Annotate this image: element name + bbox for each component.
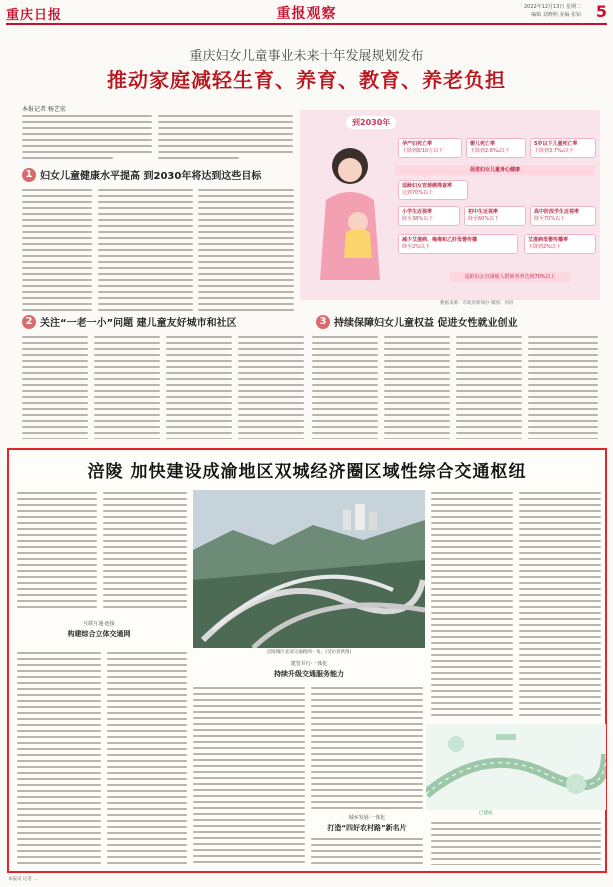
issue-editors: 编辑 刘晓明 美编 张铂 <box>531 12 581 18</box>
section-3-body-a <box>312 334 378 439</box>
section-1-body-a <box>22 187 92 312</box>
stat-senior-myopia-title: 高中阶段学生近视率 <box>534 209 580 215</box>
stat-cervical-screening-value: 达到70%以上 <box>402 190 434 196</box>
section-2-body-a <box>22 334 88 439</box>
stat-junior-myopia-value: 降至60%以下 <box>468 216 500 222</box>
lead-kicker: 重庆妇女儿童事业未来十年发展规划发布 <box>189 49 424 64</box>
photo-caption: 涪陵城区北部交通路网一角。(受访者供图) <box>266 650 352 655</box>
featured-body-col-1b <box>103 490 187 610</box>
lead-byline: 本报记者 杨艺宏 <box>22 106 66 113</box>
featured-body-col-2a <box>193 685 305 865</box>
section-2-body-b <box>94 334 160 439</box>
featured-subhead-2 <box>219 660 399 679</box>
section-3-body-c <box>456 334 522 439</box>
featured-body-col-1d <box>107 650 187 865</box>
stat-primary-myopia <box>398 206 460 226</box>
featured-body-col-3c <box>431 820 601 865</box>
stat-mother-child-transmission-value: 降至2%以下 <box>402 244 430 250</box>
stat-maternal-mortality <box>398 138 462 158</box>
section-1-body-b <box>98 187 193 312</box>
stat-infant-mortality <box>466 138 526 158</box>
subhead-1 <box>22 167 261 182</box>
stat-maternal-mortality-title: 孕产妇死亡率 <box>402 141 433 147</box>
featured-subhead-3 <box>311 814 423 833</box>
featured-title: 涪陵 加快建设成渝地区双城经济圈区域性综合交通枢纽 <box>87 462 527 482</box>
section-title: 重报观察 <box>276 6 337 22</box>
lead-body-column-2 <box>158 113 293 163</box>
subhead-2 <box>22 314 237 329</box>
featured-subhead-3-kicker: 城乡发展·一体化 <box>348 815 386 821</box>
featured-body-col-3a <box>431 490 513 720</box>
featured-subhead-3-text: 打造“四好农村路”新名片 <box>327 824 407 832</box>
stat-junior-myopia-title: 初中生近视率 <box>468 209 499 215</box>
featured-subhead-2-kicker: 建管并行·一体化 <box>290 661 328 667</box>
infographic-year-tag: 到2030年 <box>346 116 396 129</box>
subhead-3-text: 持续保障妇女儿童权益 促进女性就业创业 <box>334 318 518 329</box>
highway-illustration <box>426 724 606 810</box>
interchange-photo <box>193 490 425 648</box>
featured-subhead-2-text: 持续升级交通服务能力 <box>274 670 344 678</box>
stat-primary-myopia-value: 降至38%以下 <box>402 216 434 222</box>
featured-body-col-2b <box>311 685 423 810</box>
section-1-body-c <box>198 187 294 312</box>
featured-subhead-1-kicker: 互联互通·连接 <box>83 621 115 627</box>
issue-date: 2022年12月13日 星期二 <box>523 4 581 10</box>
footer-note: 本报讯 记者 … <box>8 877 38 882</box>
stat-junior-myopia <box>464 206 526 226</box>
featured-subhead-1-text: 构建综合立体交通网 <box>67 630 131 638</box>
header-rule <box>6 23 607 25</box>
mother-child-illustration <box>306 140 394 280</box>
infographic-credit: 数据来源：市政府新闻办 制图：何语 <box>440 301 514 306</box>
section-3-body-d <box>528 334 598 439</box>
subhead-1-text: 妇女儿童健康水平提高 到2030年将达到这些目标 <box>40 171 262 182</box>
subhead-3 <box>316 314 517 329</box>
lead-headline: 推动家庭减轻生育、养育、教育、养老负担 <box>107 68 506 92</box>
stat-primary-myopia-title: 小学生近视率 <box>402 209 433 215</box>
issue-meta <box>524 3 581 19</box>
infographic <box>300 110 600 300</box>
stat-under5-mortality <box>530 138 596 158</box>
stat-senior-myopia-value: 降至70%以下 <box>534 216 566 222</box>
stat-infant-mortality-value: 下降到2.8‰以下 <box>470 148 510 154</box>
featured-body-col-1a <box>17 490 97 610</box>
stat-mother-child-transmission <box>398 234 518 254</box>
stat-mother-child-transmission-title: 减少艾滋病、梅毒和乙肝母婴传播 <box>402 237 478 243</box>
featured-body-col-1c <box>17 650 101 865</box>
subhead-2-number: 2 <box>22 315 36 329</box>
featured-article <box>7 448 607 873</box>
stat-infant-mortality-title: 婴儿死亡率 <box>470 141 496 147</box>
illustration-caption: 已建成 <box>479 811 493 816</box>
masthead <box>0 0 613 24</box>
infographic-bottom-band: 适龄妇女宫颈癌人群筛查率达到70%以上 <box>450 272 570 282</box>
stat-under5-mortality-title: 5岁以下儿童死亡率 <box>534 141 578 147</box>
stat-senior-myopia <box>530 206 596 226</box>
subhead-3-number: 3 <box>316 315 330 329</box>
stat-cervical-screening <box>398 180 468 200</box>
stat-aids-transmission-title: 艾滋病母婴传播率 <box>528 237 569 243</box>
section-2-body-c <box>166 334 232 439</box>
page-number: 5 <box>595 2 607 21</box>
subhead-2-text: 关注“一老一小”问题 建儿童友好城市和社区 <box>40 318 237 329</box>
stat-aids-transmission-value: 下降到2%以下 <box>528 244 561 250</box>
section-2-body-d <box>238 334 304 439</box>
newspaper-logo: 重庆日报 <box>6 8 63 23</box>
lead-body-column-1 <box>22 113 152 163</box>
stat-under5-mortality-value: 下降到3.7‰以下 <box>534 148 574 154</box>
featured-body-col-3b <box>519 490 601 720</box>
subhead-1-number: 1 <box>22 168 36 182</box>
stat-aids-transmission <box>524 234 596 254</box>
infographic-band: 促进妇女儿童身心健康 <box>395 165 595 175</box>
featured-body-col-2c <box>311 836 423 866</box>
section-3-body-b <box>384 334 450 439</box>
stat-maternal-mortality-value: 下降到8/10万以下 <box>402 148 444 154</box>
featured-subhead-1 <box>29 620 169 639</box>
stat-cervical-screening-title: 适龄妇女宫颈癌筛查率 <box>402 183 453 189</box>
